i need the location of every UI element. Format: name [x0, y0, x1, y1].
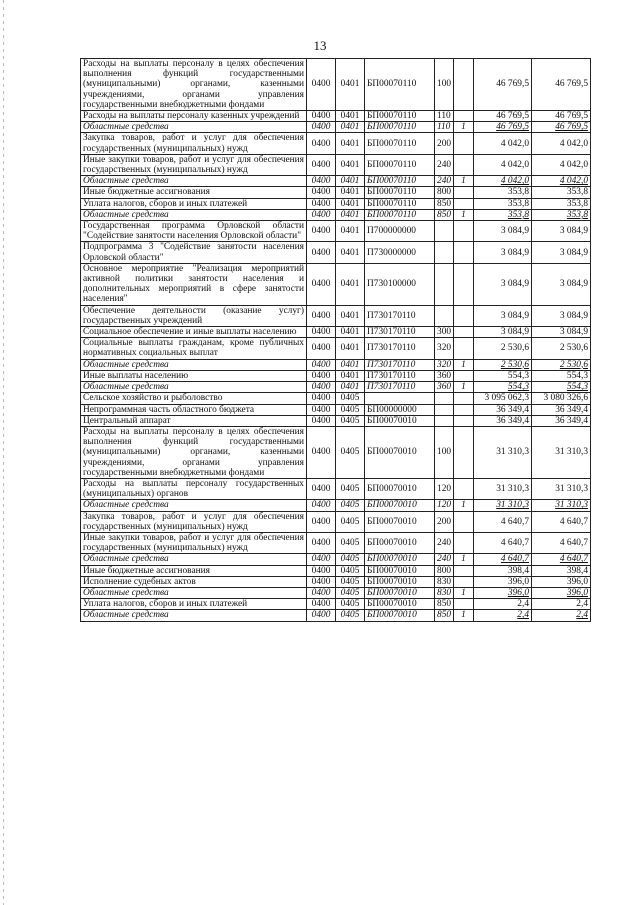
section-code: 0400: [307, 404, 336, 415]
target-article-code: БП00070010: [365, 599, 435, 610]
table-body: [81, 59, 591, 622]
section-code: 0400: [307, 599, 336, 610]
amount-year-1: 3 084,9: [474, 263, 532, 305]
table-row: [81, 554, 591, 565]
subsection-code: 0401: [336, 221, 365, 242]
row-name: Областные средства: [81, 554, 307, 565]
target-article-code: П730170110: [365, 305, 435, 326]
target-article-code: БП00070010: [365, 587, 435, 598]
table-row: [81, 415, 591, 426]
target-article-code: П730000000: [365, 242, 435, 263]
amount-year-2: 554,3: [532, 370, 591, 381]
expense-type-code: 120: [435, 500, 454, 511]
row-name: Уплата налогов, сборов и иных платежей: [81, 599, 307, 610]
subsection-code: 0401: [336, 198, 365, 209]
subsection-code: 0401: [336, 176, 365, 187]
amount-year-1: 3 084,9: [474, 327, 532, 338]
amount-year-2: 31 310,3: [532, 478, 591, 499]
expense-type-code: [435, 393, 454, 404]
subsection-code: 0405: [336, 599, 365, 610]
table-row: [81, 359, 591, 370]
expense-type-code: 240: [435, 532, 454, 553]
table-row: [81, 610, 591, 621]
target-article-code: БП00070010: [365, 610, 435, 621]
target-article-code: П730100000: [365, 263, 435, 305]
row-name: Областные средства: [81, 209, 307, 220]
section-code: 0400: [307, 500, 336, 511]
amount-year-2: 2 530,6: [532, 359, 591, 370]
row-name: Социальное обеспечение и иные выплаты населению: [81, 327, 307, 338]
subsection-code: 0405: [336, 415, 365, 426]
section-code: 0400: [307, 154, 336, 175]
amount-year-2: 36 349,4: [532, 415, 591, 426]
amount-year-2: 4 042,0: [532, 133, 591, 154]
amount-year-2: 4 042,0: [532, 154, 591, 175]
funding-source-code: [454, 511, 474, 532]
amount-year-2: 36 349,4: [532, 404, 591, 415]
row-name: Сельское хозяйство и рыболовство: [81, 393, 307, 404]
funding-source-code: [454, 415, 474, 426]
target-article-code: БП00070010: [365, 565, 435, 576]
target-article-code: БП00070110: [365, 133, 435, 154]
target-article-code: БП00070110: [365, 59, 435, 111]
funding-source-code: 1: [454, 359, 474, 370]
table-row: [81, 263, 591, 305]
table-row: [81, 133, 591, 154]
amount-year-2: 46 769,5: [532, 122, 591, 133]
section-code: 0400: [307, 426, 336, 478]
funding-source-code: [454, 599, 474, 610]
subsection-code: 0405: [336, 576, 365, 587]
row-name: Расходы на выплаты персоналу в целях обеспечения выполнения функций государственными (муниципальными) органами, казенными учреждениями, органами управления государственными внебюджетными фондами: [81, 59, 307, 111]
funding-source-code: [454, 532, 474, 553]
subsection-code: 0405: [336, 426, 365, 478]
section-code: 0400: [307, 122, 336, 133]
table-row: [81, 404, 591, 415]
table-row: [81, 338, 591, 359]
subsection-code: 0405: [336, 532, 365, 553]
target-article-code: БП00070110: [365, 187, 435, 198]
amount-year-2: 4 640,7: [532, 511, 591, 532]
funding-source-code: 1: [454, 610, 474, 621]
amount-year-1: 353,8: [474, 187, 532, 198]
subsection-code: 0405: [336, 554, 365, 565]
amount-year-2: 3 084,9: [532, 221, 591, 242]
amount-year-2: 3 084,9: [532, 242, 591, 263]
table-row: [81, 576, 591, 587]
target-article-code: БП00070010: [365, 415, 435, 426]
subsection-code: 0401: [336, 133, 365, 154]
amount-year-2: 3 084,9: [532, 263, 591, 305]
expense-type-code: 110: [435, 111, 454, 122]
amount-year-1: 3 084,9: [474, 305, 532, 326]
subsection-code: 0401: [336, 59, 365, 111]
subsection-code: 0401: [336, 263, 365, 305]
funding-source-code: [454, 576, 474, 587]
table-row: [81, 187, 591, 198]
row-name: Иные закупки товаров, работ и услуг для обеспечения государственных (муниципальных) нужд: [81, 154, 307, 175]
section-code: 0400: [307, 263, 336, 305]
funding-source-code: [454, 426, 474, 478]
table-row: [81, 59, 591, 111]
amount-year-1: 353,8: [474, 198, 532, 209]
section-code: 0400: [307, 187, 336, 198]
subsection-code: 0405: [336, 587, 365, 598]
subsection-code: 0405: [336, 393, 365, 404]
table-row: [81, 154, 591, 175]
target-article-code: П730170110: [365, 382, 435, 393]
table-row: [81, 370, 591, 381]
funding-source-code: [454, 338, 474, 359]
section-code: 0400: [307, 565, 336, 576]
funding-source-code: [454, 370, 474, 381]
scan-edge: [3, 0, 4, 905]
section-code: 0400: [307, 338, 336, 359]
row-name: Основное мероприятие "Реализация мероприятий активной политики занятости населения и дополнительных мероприятий в сфере занятости населения": [81, 263, 307, 305]
subsection-code: 0405: [336, 511, 365, 532]
amount-year-2: 3 084,9: [532, 305, 591, 326]
table-row: [81, 500, 591, 511]
section-code: 0400: [307, 382, 336, 393]
row-name: Социальные выплаты гражданам, кроме публичных нормативных социальных выплат: [81, 338, 307, 359]
subsection-code: 0405: [336, 610, 365, 621]
target-article-code: П730170110: [365, 327, 435, 338]
expense-type-code: 120: [435, 478, 454, 499]
amount-year-1: 46 769,5: [474, 122, 532, 133]
funding-source-code: [454, 111, 474, 122]
amount-year-1: 31 310,3: [474, 478, 532, 499]
amount-year-1: 3 095 062,3: [474, 393, 532, 404]
table-row: [81, 393, 591, 404]
funding-source-code: [454, 242, 474, 263]
amount-year-1: 36 349,4: [474, 404, 532, 415]
funding-source-code: [454, 478, 474, 499]
subsection-code: 0401: [336, 327, 365, 338]
section-code: 0400: [307, 359, 336, 370]
subsection-code: 0405: [336, 500, 365, 511]
expense-type-code: [435, 221, 454, 242]
amount-year-2: 398,4: [532, 565, 591, 576]
target-article-code: БП00070110: [365, 176, 435, 187]
amount-year-2: 31 310,3: [532, 426, 591, 478]
amount-year-2: 353,8: [532, 209, 591, 220]
section-code: 0400: [307, 415, 336, 426]
subsection-code: 0401: [336, 359, 365, 370]
funding-source-code: [454, 327, 474, 338]
subsection-code: 0401: [336, 305, 365, 326]
amount-year-1: 2,4: [474, 599, 532, 610]
amount-year-2: 3 080 326,6: [532, 393, 591, 404]
section-code: 0400: [307, 59, 336, 111]
amount-year-1: 31 310,3: [474, 500, 532, 511]
expense-type-code: 100: [435, 426, 454, 478]
target-article-code: БП00070010: [365, 576, 435, 587]
amount-year-1: 396,0: [474, 587, 532, 598]
target-article-code: БП00070010: [365, 554, 435, 565]
target-article-code: П730170110: [365, 359, 435, 370]
subsection-code: 0401: [336, 122, 365, 133]
funding-source-code: [454, 221, 474, 242]
subsection-code: 0401: [336, 154, 365, 175]
amount-year-1: 46 769,5: [474, 111, 532, 122]
target-article-code: П730170110: [365, 370, 435, 381]
funding-source-code: [454, 187, 474, 198]
row-name: Центральный аппарат: [81, 415, 307, 426]
target-article-code: БП00070010: [365, 511, 435, 532]
funding-source-code: [454, 133, 474, 154]
amount-year-2: 353,8: [532, 198, 591, 209]
expense-type-code: [435, 263, 454, 305]
section-code: 0400: [307, 532, 336, 553]
expense-type-code: 200: [435, 133, 454, 154]
funding-source-code: 1: [454, 176, 474, 187]
amount-year-2: 4 640,7: [532, 532, 591, 553]
row-name: Областные средства: [81, 587, 307, 598]
amount-year-1: 4 042,0: [474, 176, 532, 187]
subsection-code: 0405: [336, 478, 365, 499]
amount-year-1: 3 084,9: [474, 242, 532, 263]
table-row: [81, 242, 591, 263]
funding-source-code: [454, 404, 474, 415]
funding-source-code: [454, 154, 474, 175]
page-number: 13: [313, 38, 327, 53]
expense-type-code: [435, 242, 454, 263]
amount-year-2: 2 530,6: [532, 338, 591, 359]
amount-year-1: 4 042,0: [474, 154, 532, 175]
budget-table: [80, 58, 591, 622]
row-name: Иные бюджетные ассигнования: [81, 565, 307, 576]
amount-year-1: 4 640,7: [474, 511, 532, 532]
target-article-code: БП00070010: [365, 532, 435, 553]
amount-year-1: 2,4: [474, 610, 532, 621]
section-code: 0400: [307, 111, 336, 122]
expense-type-code: 830: [435, 576, 454, 587]
amount-year-1: 4 042,0: [474, 133, 532, 154]
amount-year-2: 4 640,7: [532, 554, 591, 565]
expense-type-code: [435, 404, 454, 415]
row-name: Закупка товаров, работ и услуг для обеспечения государственных (муниципальных) нужд: [81, 133, 307, 154]
table-row: [81, 209, 591, 220]
expense-type-code: 320: [435, 338, 454, 359]
expense-type-code: 830: [435, 587, 454, 598]
amount-year-1: 554,3: [474, 370, 532, 381]
section-code: 0400: [307, 327, 336, 338]
expense-type-code: 850: [435, 610, 454, 621]
row-name: Исполнение судебных актов: [81, 576, 307, 587]
expense-type-code: 800: [435, 565, 454, 576]
section-code: 0400: [307, 242, 336, 263]
amount-year-2: 2,4: [532, 610, 591, 621]
row-name: Иные закупки товаров, работ и услуг для обеспечения государственных (муниципальных) нужд: [81, 532, 307, 553]
expense-type-code: 110: [435, 122, 454, 133]
section-code: 0400: [307, 221, 336, 242]
funding-source-code: [454, 393, 474, 404]
amount-year-1: 2 530,6: [474, 359, 532, 370]
subsection-code: 0401: [336, 370, 365, 381]
funding-source-code: [454, 305, 474, 326]
subsection-code: 0401: [336, 382, 365, 393]
section-code: 0400: [307, 587, 336, 598]
amount-year-2: 2,4: [532, 599, 591, 610]
table-row: [81, 478, 591, 499]
table-row: [81, 221, 591, 242]
row-name: Государственная программа Орловской области "Содействие занятости населения Орловской области": [81, 221, 307, 242]
section-code: 0400: [307, 478, 336, 499]
expense-type-code: 850: [435, 599, 454, 610]
table-row: [81, 587, 591, 598]
expense-type-code: 240: [435, 554, 454, 565]
amount-year-2: 353,8: [532, 187, 591, 198]
expense-type-code: 360: [435, 382, 454, 393]
funding-source-code: 1: [454, 587, 474, 598]
section-code: 0400: [307, 576, 336, 587]
section-code: 0400: [307, 610, 336, 621]
expense-type-code: 240: [435, 154, 454, 175]
row-name: Расходы на выплаты персоналу казенных учреждений: [81, 111, 307, 122]
amount-year-2: 3 084,9: [532, 327, 591, 338]
amount-year-2: 554,3: [532, 382, 591, 393]
funding-source-code: 1: [454, 209, 474, 220]
table-row: [81, 426, 591, 478]
row-name: Уплата налогов, сборов и иных платежей: [81, 198, 307, 209]
subsection-code: 0401: [336, 242, 365, 263]
section-code: 0400: [307, 198, 336, 209]
table-row: [81, 382, 591, 393]
table-row: [81, 122, 591, 133]
amount-year-2: 46 769,5: [532, 59, 591, 111]
row-name: Непрограммная часть областного бюджета: [81, 404, 307, 415]
table-row: [81, 565, 591, 576]
row-name: Областные средства: [81, 382, 307, 393]
amount-year-2: 396,0: [532, 587, 591, 598]
target-article-code: БП00070010: [365, 478, 435, 499]
row-name: Областные средства: [81, 359, 307, 370]
section-code: 0400: [307, 305, 336, 326]
subsection-code: 0401: [336, 338, 365, 359]
funding-source-code: [454, 198, 474, 209]
funding-source-code: 1: [454, 382, 474, 393]
funding-source-code: 1: [454, 500, 474, 511]
table-row: [81, 599, 591, 610]
table-row: [81, 511, 591, 532]
row-name: Расходы на выплаты персоналу в целях обеспечения выполнения функций государственными (муниципальными) органами, казенными учреждениями, органами управления государственными внебюджетными фондами: [81, 426, 307, 478]
target-article-code: БП00070110: [365, 209, 435, 220]
row-name: Областные средства: [81, 610, 307, 621]
amount-year-1: 353,8: [474, 209, 532, 220]
funding-source-code: [454, 263, 474, 305]
section-code: 0400: [307, 133, 336, 154]
expense-type-code: 800: [435, 187, 454, 198]
funding-source-code: [454, 565, 474, 576]
row-name: Расходы на выплаты персоналу государственных (муниципальных) органов: [81, 478, 307, 499]
amount-year-2: 4 042,0: [532, 176, 591, 187]
funding-source-code: [454, 59, 474, 111]
row-name: Областные средства: [81, 176, 307, 187]
target-article-code: БП00000000: [365, 404, 435, 415]
target-article-code: БП00070110: [365, 111, 435, 122]
amount-year-2: 46 769,5: [532, 111, 591, 122]
table-row: [81, 327, 591, 338]
subsection-code: 0405: [336, 404, 365, 415]
expense-type-code: 360: [435, 370, 454, 381]
row-name: Обеспечение деятельности (оказание услуг) государственных учреждений: [81, 305, 307, 326]
section-code: 0400: [307, 209, 336, 220]
subsection-code: 0401: [336, 209, 365, 220]
amount-year-1: 3 084,9: [474, 221, 532, 242]
subsection-code: 0401: [336, 111, 365, 122]
amount-year-1: 36 349,4: [474, 415, 532, 426]
section-code: 0400: [307, 176, 336, 187]
expense-type-code: [435, 415, 454, 426]
section-code: 0400: [307, 370, 336, 381]
table-row: [81, 176, 591, 187]
subsection-code: 0401: [336, 187, 365, 198]
row-name: Иные выплаты населению: [81, 370, 307, 381]
expense-type-code: 320: [435, 359, 454, 370]
target-article-code: П700000000: [365, 221, 435, 242]
amount-year-1: 4 640,7: [474, 532, 532, 553]
amount-year-1: 4 640,7: [474, 554, 532, 565]
row-name: Подпрограмма 3 "Содействие занятости населения Орловской области": [81, 242, 307, 263]
subsection-code: 0405: [336, 565, 365, 576]
table-row: [81, 305, 591, 326]
section-code: 0400: [307, 393, 336, 404]
amount-year-1: 46 769,5: [474, 59, 532, 111]
target-article-code: БП00070110: [365, 122, 435, 133]
amount-year-1: 554,3: [474, 382, 532, 393]
expense-type-code: 200: [435, 511, 454, 532]
section-code: 0400: [307, 511, 336, 532]
amount-year-1: 396,0: [474, 576, 532, 587]
funding-source-code: 1: [454, 554, 474, 565]
target-article-code: БП00070110: [365, 198, 435, 209]
row-name: Областные средства: [81, 500, 307, 511]
amount-year-2: 396,0: [532, 576, 591, 587]
expense-type-code: 850: [435, 209, 454, 220]
expense-type-code: 100: [435, 59, 454, 111]
table-row: [81, 198, 591, 209]
row-name: Закупка товаров, работ и услуг для обеспечения государственных (муниципальных) нужд: [81, 511, 307, 532]
target-article-code: П730170110: [365, 338, 435, 359]
amount-year-2: 31 310,3: [532, 500, 591, 511]
target-article-code: БП00070010: [365, 500, 435, 511]
expense-type-code: 240: [435, 176, 454, 187]
section-code: 0400: [307, 554, 336, 565]
target-article-code: [365, 393, 435, 404]
expense-type-code: 850: [435, 198, 454, 209]
row-name: Областные средства: [81, 122, 307, 133]
funding-source-code: 1: [454, 122, 474, 133]
amount-year-1: 398,4: [474, 565, 532, 576]
target-article-code: БП00070010: [365, 426, 435, 478]
target-article-code: БП00070110: [365, 154, 435, 175]
expense-type-code: 300: [435, 327, 454, 338]
amount-year-1: 31 310,3: [474, 426, 532, 478]
table-row: [81, 532, 591, 553]
table-row: [81, 111, 591, 122]
expense-type-code: [435, 305, 454, 326]
amount-year-1: 2 530,6: [474, 338, 532, 359]
row-name: Иные бюджетные ассигнования: [81, 187, 307, 198]
